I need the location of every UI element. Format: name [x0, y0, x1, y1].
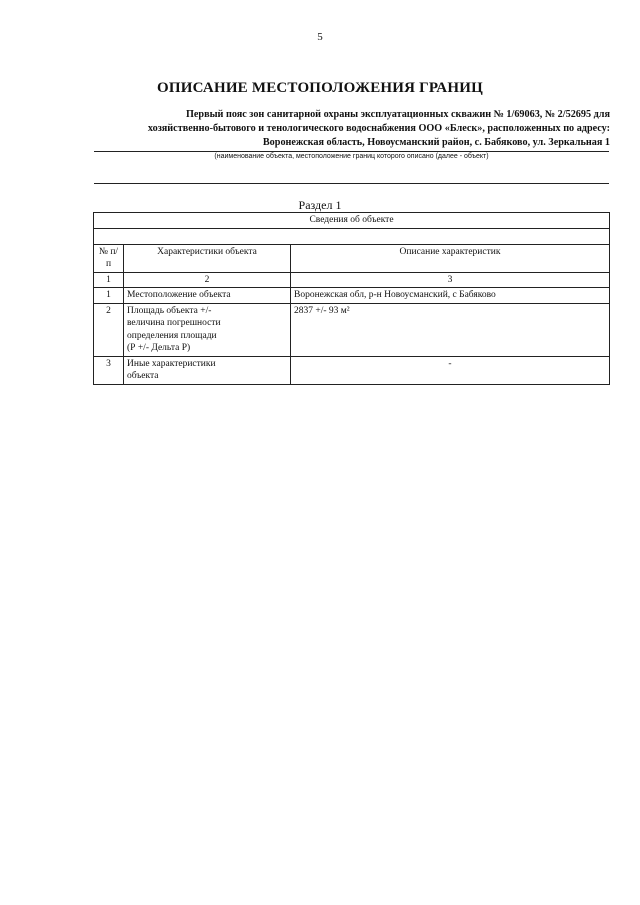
characteristic-line: определения площади [127, 330, 217, 341]
object-info-table [93, 212, 610, 385]
row-num: 2 [94, 303, 124, 356]
table-row [94, 356, 610, 384]
object-description [90, 108, 610, 150]
divider-line [94, 183, 609, 184]
row-num: 3 [94, 356, 124, 384]
row-characteristic: Местоположение объекта [124, 288, 291, 304]
table-row [94, 303, 610, 356]
column-number: 2 [124, 272, 291, 288]
object-description-line: Первый пояс зон санитарной охраны эксплуатационных скважин № 1/69063, № 2/52695 для [185, 109, 610, 120]
column-number: 3 [291, 272, 610, 288]
section-title: Раздел 1 [298, 198, 342, 212]
table-spacer-cell [94, 228, 610, 244]
header-num: № п/п [94, 244, 124, 272]
column-number: 1 [94, 272, 124, 288]
header-characteristic: Характеристики объекта [124, 244, 291, 272]
table-title-row [94, 213, 610, 229]
object-description-line: Воронежская область, Новоусманский район, с. Бабяково, ул. Зеркальная 1 [262, 137, 610, 148]
object-description-line: хозяйственно-бытового и тенологического водоснабжения ООО «Блеск», расположенных по адресу: [147, 123, 610, 134]
table-row [94, 288, 610, 304]
row-characteristic [124, 356, 291, 384]
characteristic-line: объекта [127, 371, 159, 381]
row-num: 1 [94, 288, 124, 304]
characteristic-line: величина погрешности [127, 318, 221, 328]
row-description: Воронежская обл, р-н Новоусманский, с Бабяково [291, 288, 610, 304]
field-caption: (наименование объекта, местоположение границ которого описано (далее - объект) [214, 153, 489, 160]
page-number: 5 [317, 31, 323, 43]
document-title: ОПИСАНИЕ МЕСТОПОЛОЖЕНИЯ ГРАНИЦ [157, 80, 483, 96]
characteristic-line: (Р +/- Дельта Р) [127, 343, 191, 353]
table-title: Сведения об объекте [94, 213, 610, 229]
divider-line [94, 151, 609, 152]
characteristic-line: Площадь объекта +/- [127, 305, 212, 316]
column-number-row [94, 272, 610, 288]
row-description: - [291, 356, 610, 384]
header-description: Описание характеристик [291, 244, 610, 272]
characteristic-line: Иные характеристики [127, 358, 216, 369]
table-header-row [94, 244, 610, 272]
row-characteristic [124, 303, 291, 356]
table-spacer-row [94, 228, 610, 244]
row-description: 2837 +/- 93 м² [291, 303, 610, 356]
